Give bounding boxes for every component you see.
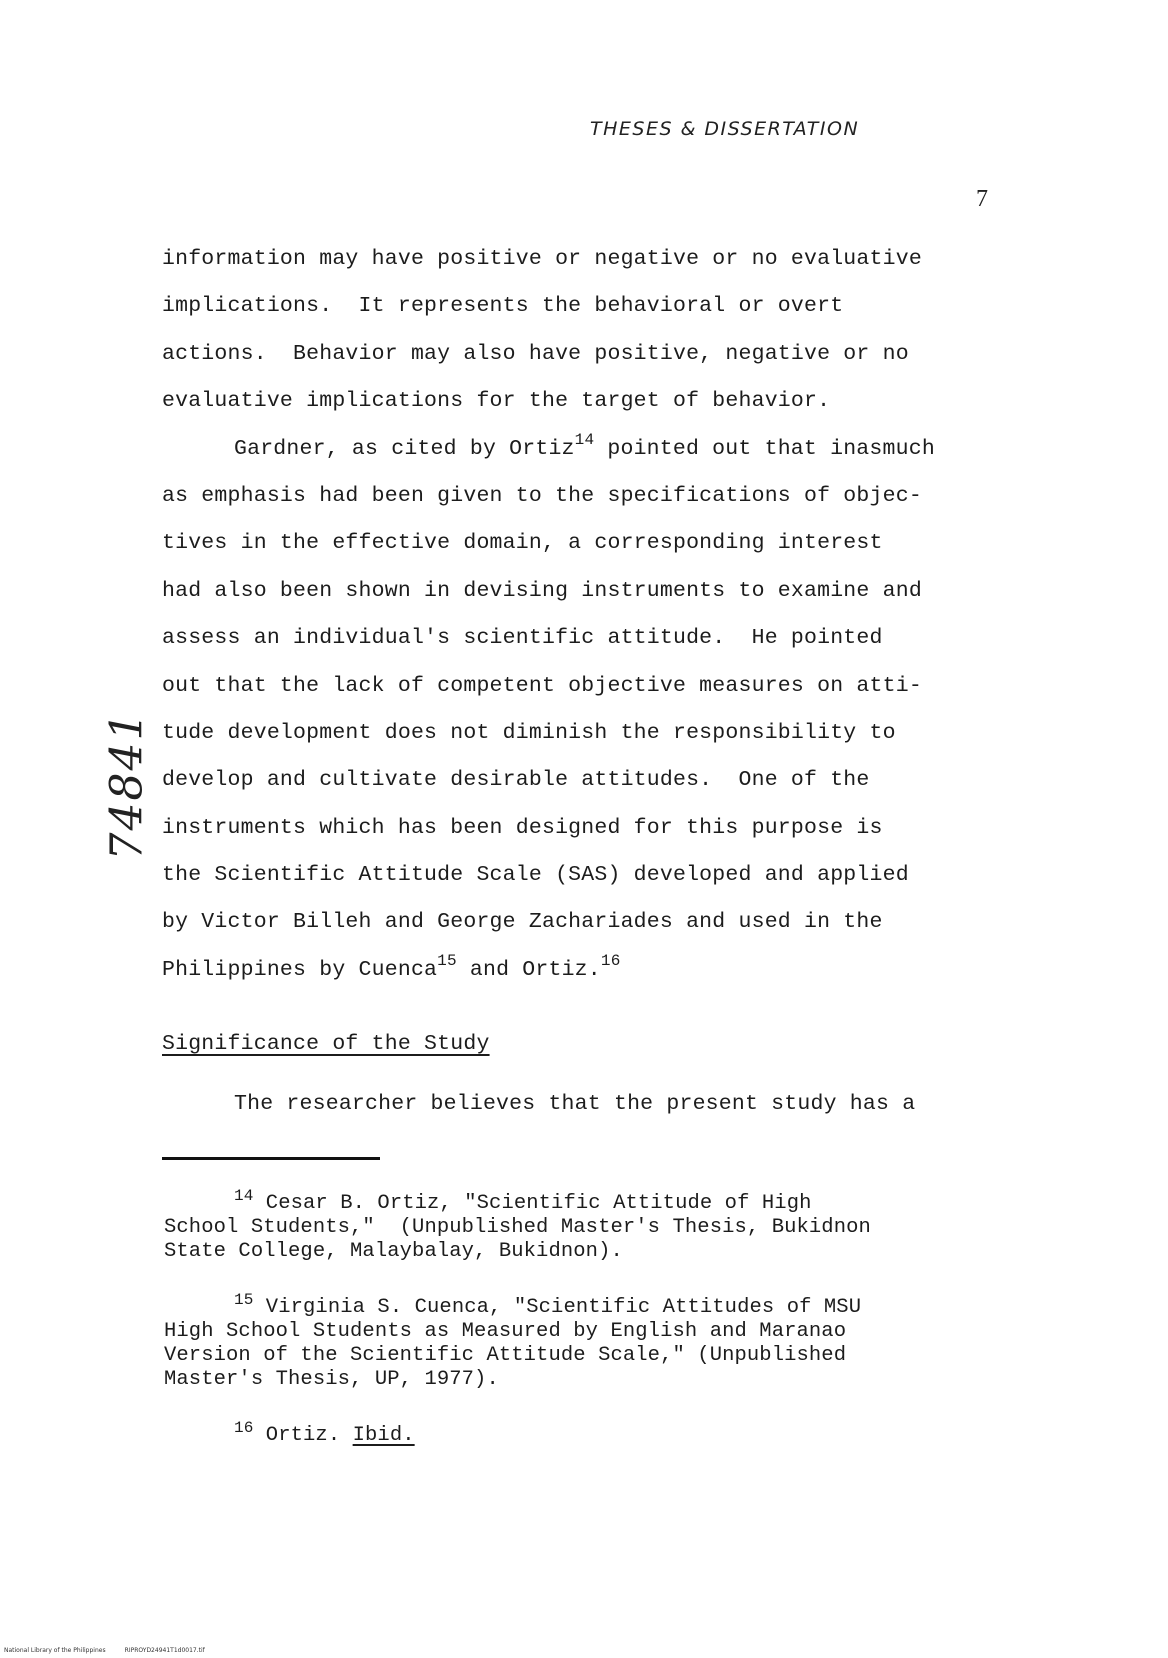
text-run: Gardner, as cited by Ortiz xyxy=(234,436,575,461)
footer-filename: RIPROYD24941T1d0017.tif xyxy=(124,1647,205,1654)
footnote-line: State College, Malaybalay, Bukidnon). xyxy=(164,1240,623,1263)
footnote-number: 16 xyxy=(234,1419,254,1437)
text-run: Virginia S. Cuenca, "Scientific Attitudes of MSU xyxy=(253,1296,862,1319)
body-line: the Scientific Attitude Scale (SAS) developed and applied xyxy=(162,863,909,888)
text-run: and Ortiz. xyxy=(456,957,601,982)
footnote-number: 15 xyxy=(234,1291,254,1309)
body-line: had also been shown in devising instruments to examine and xyxy=(162,578,922,603)
body-line: The researcher believes that the present study has a xyxy=(234,1092,916,1116)
footnote-line: Master's Thesis, UP, 1977). xyxy=(164,1368,499,1391)
body-line: instruments which has been designed for this purpose is xyxy=(162,815,883,840)
section-heading-wrap xyxy=(162,1032,490,1056)
body-line: assess an individual's scientific attitude. He pointed xyxy=(162,626,883,651)
page-number: 7 xyxy=(976,186,988,212)
text-run: Cesar B. Ortiz, "Scientific Attitude of High xyxy=(253,1192,812,1215)
body-line xyxy=(162,426,1022,473)
body-line: tives in the effective domain, a corresponding interest xyxy=(162,531,883,556)
body-line: information may have positive or negative or no evaluative xyxy=(162,247,922,271)
text-run: Philippines by Cuenca xyxy=(162,957,438,982)
footnote-ref-15: 15 xyxy=(437,951,457,970)
handwritten-margin-note: 74841 xyxy=(101,710,153,861)
ibid-text: Ibid. xyxy=(352,1424,415,1447)
footnote-divider xyxy=(162,1157,380,1160)
footer-library: National Library of the Philippines xyxy=(4,1647,106,1654)
footnote-14 xyxy=(164,1187,871,1264)
theses-dissertation-stamp: THESES & DISSERTATION xyxy=(590,118,860,140)
body-line: implications. It represents the behavioral or overt xyxy=(162,294,844,319)
body-line: actions. Behavior may also have positive, negative or no xyxy=(162,341,909,366)
body-line: evaluative implications for the target of behavior. xyxy=(162,389,831,414)
footnote-line: Version of the Scientific Attitude Scale," (Unpublished xyxy=(164,1344,847,1367)
body-text xyxy=(162,236,1022,994)
body-line: tude development does not diminish the responsibility to xyxy=(162,720,896,745)
footnote-ref-14: 14 xyxy=(574,430,595,449)
footnote-ref-16: 16 xyxy=(600,951,621,970)
section-heading: Significance of the Study xyxy=(162,1032,490,1056)
text-run: pointed out that inasmuch xyxy=(594,436,935,461)
body-line: by Victor Billeh and George Zachariades and used in the xyxy=(162,910,883,935)
footnote-15 xyxy=(164,1291,862,1392)
footnote-line xyxy=(164,1187,871,1216)
footnote-number: 14 xyxy=(234,1187,254,1205)
body-line xyxy=(162,947,1022,994)
scan-footer xyxy=(4,1647,205,1654)
text-run: Ortiz. xyxy=(253,1424,353,1447)
footnote-16 xyxy=(164,1419,415,1448)
body-line: out that the lack of competent objective measures on atti- xyxy=(162,673,922,698)
body-line: as emphasis had been given to the specifications of objec- xyxy=(162,483,922,508)
footnote-line xyxy=(164,1291,862,1320)
footnote-line xyxy=(164,1419,415,1448)
body-line: develop and cultivate desirable attitudes. One of the xyxy=(162,768,870,793)
footnote-line: School Students," (Unpublished Master's Thesis, Bukidnon xyxy=(164,1216,871,1239)
footnote-line: High School Students as Measured by English and Maranao xyxy=(164,1320,847,1343)
